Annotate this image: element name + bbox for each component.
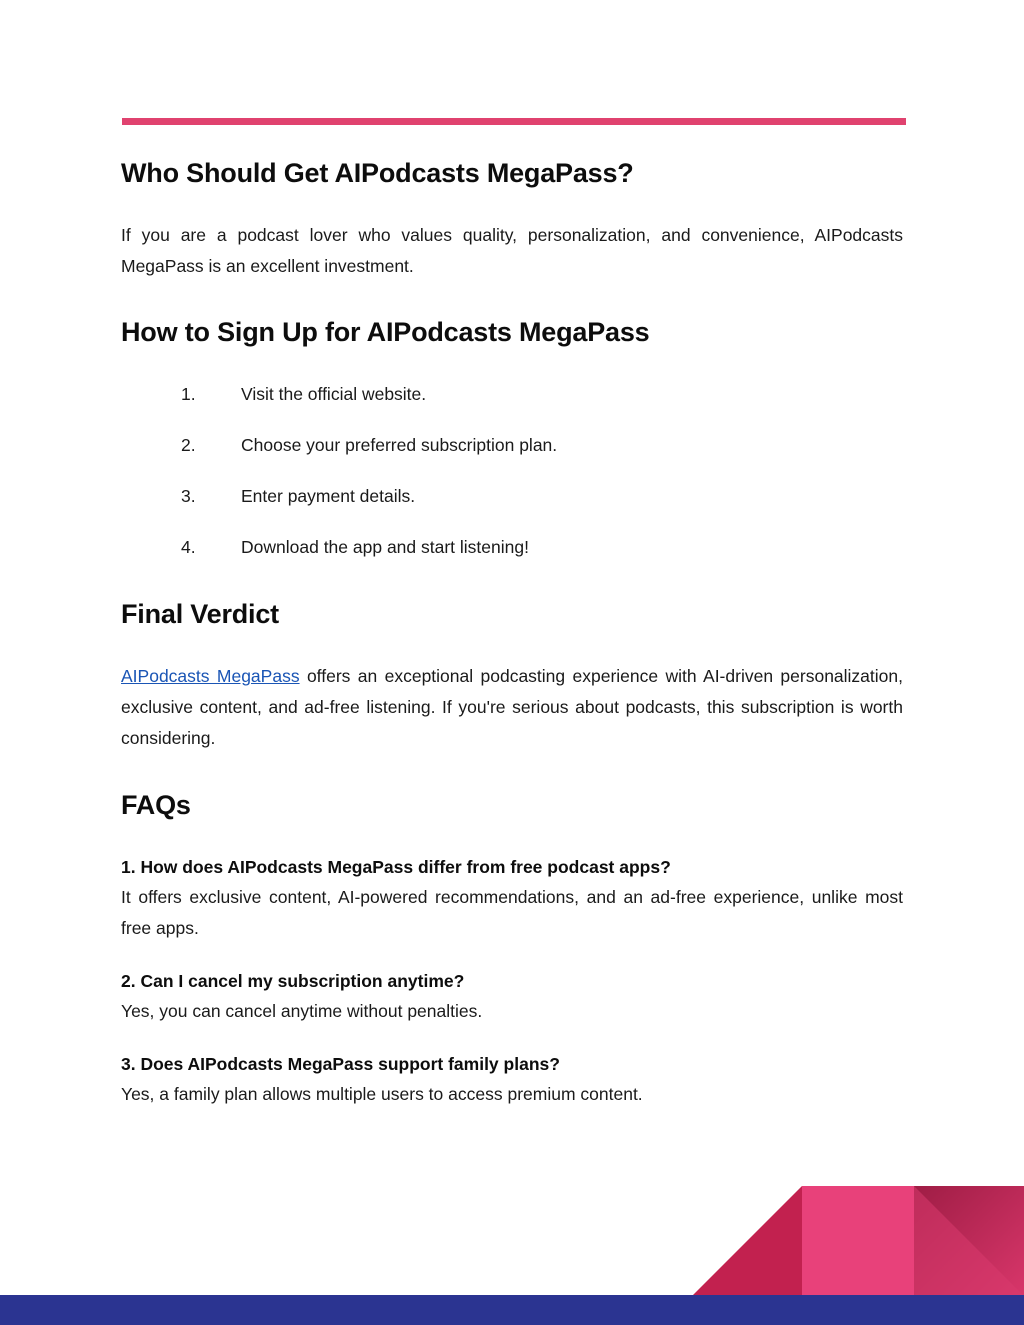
footer-pink-block	[802, 1186, 1024, 1296]
faq-question-1: 1. How does AIPodcasts MegaPass differ from free podcast apps?	[121, 857, 671, 877]
heading-how-to-sign-up: How to Sign Up for AIPodcasts MegaPass	[121, 317, 650, 347]
heading-who-should-get: Who Should Get AIPodcasts MegaPass?	[121, 158, 634, 188]
step-number: 1.	[181, 384, 196, 404]
footer-shade-highlight	[914, 1186, 1024, 1296]
step-text: Enter payment details.	[241, 486, 416, 506]
verdict-text: offers an exceptional podcasting experience with AI-driven personalization, exclusive content, and ad-free listening. If you're serious about podcasts, this subscription is worth considering.	[121, 666, 903, 748]
step-number: 2.	[181, 435, 196, 455]
step-text: Choose your preferred subscription plan.	[241, 435, 558, 455]
top-accent-rule	[122, 118, 906, 125]
faq-answer-2: Yes, you can cancel anytime without penalties.	[121, 1001, 483, 1021]
footer-shade-block	[914, 1186, 1024, 1296]
megapass-link[interactable]: AIPodcasts MegaPass	[121, 666, 300, 686]
footer-band	[0, 1295, 1024, 1325]
faq-answer-1: It offers exclusive content, AI-powered recommendations, and an ad-free experience, unlike most free apps.	[121, 887, 903, 938]
step-number: 3.	[181, 486, 196, 506]
step-text: Visit the official website.	[241, 384, 427, 404]
heading-faqs: FAQs	[121, 790, 191, 820]
faq-question-2: 2. Can I cancel my subscription anytime?	[121, 971, 465, 991]
heading-final-verdict: Final Verdict	[121, 599, 279, 629]
faq-answer-3: Yes, a family plan allows multiple users to access premium content.	[121, 1084, 643, 1104]
step-text: Download the app and start listening!	[241, 537, 529, 557]
step-number: 4.	[181, 537, 196, 557]
paragraph-who-should-get: If you are a podcast lover who values quality, personalization, and convenience, AIPodcasts MegaPass is an excellent investment.	[121, 225, 903, 276]
faq-question-3: 3. Does AIPodcasts MegaPass support family plans?	[121, 1054, 560, 1074]
paragraph-final-verdict	[121, 661, 903, 754]
footer-crimson-triangle	[692, 1186, 802, 1296]
